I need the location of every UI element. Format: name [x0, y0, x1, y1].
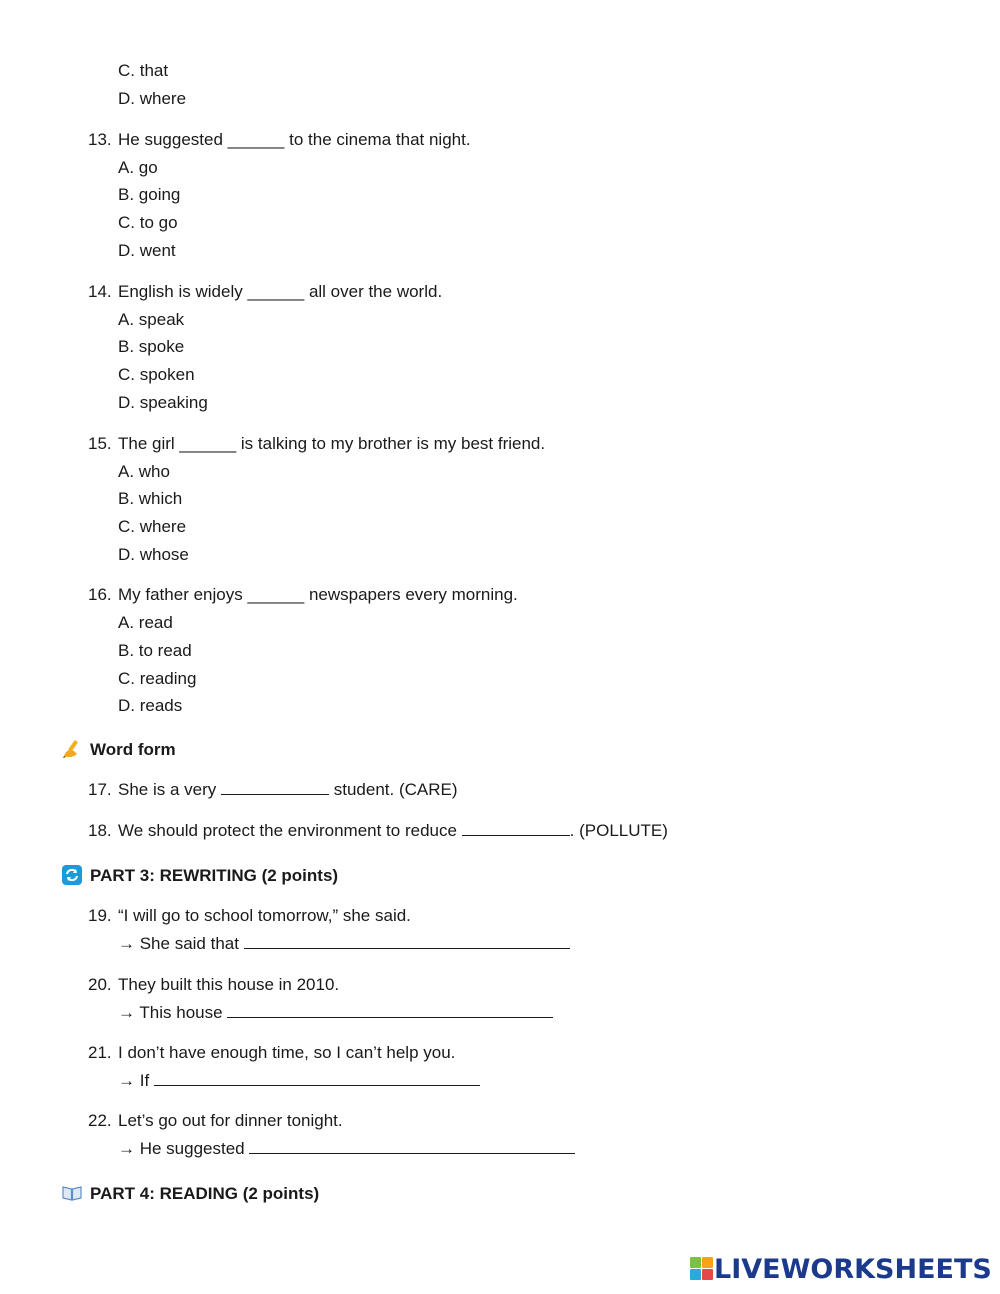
option-item[interactable]: C. reading — [118, 669, 197, 688]
question-text — [118, 585, 518, 605]
question-text: Let’s go out for dinner tonight. — [118, 1111, 343, 1130]
option-item[interactable]: A. read — [118, 613, 173, 632]
question-text — [118, 130, 471, 150]
rewrite-prompt-text: → She said that — [118, 934, 239, 953]
part4-heading-text: PART 4: READING (2 points) — [90, 1184, 320, 1203]
answer-blank: ______ — [179, 434, 237, 453]
rewrite-prompt — [118, 1003, 553, 1023]
word-form-heading — [62, 739, 176, 760]
part3-heading-text: PART 3: REWRITING (2 points) — [90, 866, 339, 885]
liveworksheets-logo-text: LIVEWORKSHEETS — [714, 1254, 992, 1285]
rewrite-prompt — [118, 1071, 480, 1091]
option-item[interactable]: D. went — [118, 241, 176, 260]
question-text-before: He suggested — [118, 130, 223, 149]
question-text-before: The girl — [118, 434, 175, 453]
question-text-after: . (POLLUTE) — [569, 821, 668, 840]
question-number: 22. — [88, 1111, 112, 1130]
option-item[interactable]: C. where — [118, 517, 187, 536]
answer-input[interactable] — [221, 780, 329, 795]
question-text-after: all over the world. — [308, 282, 443, 301]
rewrite-prompt-text: → He suggested — [118, 1139, 245, 1158]
word-form-heading-text: Word form — [90, 740, 176, 759]
question-number: 16. — [88, 585, 112, 604]
option-item[interactable]: D. reads — [118, 696, 183, 715]
option-item[interactable]: C. that — [118, 61, 169, 80]
answer-input[interactable] — [244, 934, 570, 949]
question-number: 20. — [88, 975, 112, 994]
option-item[interactable]: B. which — [118, 489, 183, 508]
answer-blank: ______ — [227, 130, 285, 149]
option-item[interactable]: A. go — [118, 158, 158, 177]
answer-input[interactable] — [249, 1139, 575, 1154]
rewrite-prompt-text: → If — [118, 1071, 150, 1090]
question-text-before: English is widely — [118, 282, 243, 301]
question-text: I don’t have enough time, so I can’t help you. — [118, 1043, 456, 1062]
question-text — [118, 282, 442, 302]
option-item[interactable]: B. going — [118, 185, 181, 204]
question-number: 19. — [88, 906, 112, 925]
question-number: 17. — [88, 780, 112, 799]
liveworksheets-logo-icon — [690, 1257, 714, 1281]
rewrite-prompt — [118, 934, 570, 954]
question-text-after: student. (CARE) — [333, 780, 458, 799]
rewrite-prompt — [118, 1139, 575, 1159]
answer-input[interactable] — [227, 1003, 553, 1018]
option-item[interactable]: B. to read — [118, 641, 192, 660]
question-number: 14. — [88, 282, 112, 301]
option-item[interactable]: A. speak — [118, 310, 185, 329]
option-item[interactable]: D. where — [118, 89, 187, 108]
rewrite-prompt-text: → This house — [118, 1003, 223, 1022]
question-number: 13. — [88, 130, 112, 149]
answer-input[interactable] — [154, 1071, 480, 1086]
option-item[interactable]: D. speaking — [118, 393, 208, 412]
answer-input[interactable] — [462, 821, 570, 836]
question-text-before: My father enjoys — [118, 585, 243, 604]
question-text-after: newspapers every morning. — [308, 585, 518, 604]
part4-heading — [62, 1183, 319, 1204]
question-text: “I will go to school tomorrow,” she said. — [118, 906, 411, 925]
question-number: 21. — [88, 1043, 112, 1062]
answer-blank: ______ — [247, 585, 305, 604]
option-item[interactable]: A. who — [118, 462, 170, 481]
question-text-after: is talking to my brother is my best friend. — [240, 434, 546, 453]
option-item[interactable]: B. spoke — [118, 337, 185, 356]
question-number: 15. — [88, 434, 112, 453]
question-number: 18. — [88, 821, 112, 840]
question-text — [118, 780, 458, 800]
open-book-icon — [62, 1183, 82, 1203]
question-text-before: We should protect the environment to reduce — [118, 821, 457, 840]
question-text — [118, 434, 545, 454]
question-text-before: She is a very — [118, 780, 217, 799]
question-text-after: to the cinema that night. — [289, 130, 471, 149]
question-text: They built this house in 2010. — [118, 975, 340, 994]
repeat-icon — [62, 865, 82, 885]
question-text — [118, 821, 668, 841]
part3-heading — [62, 865, 338, 886]
writing-hand-icon — [62, 739, 82, 759]
option-item[interactable]: C. to go — [118, 213, 178, 232]
option-item[interactable]: D. whose — [118, 545, 189, 564]
option-item[interactable]: C. spoken — [118, 365, 195, 384]
answer-blank: ______ — [247, 282, 305, 301]
liveworksheets-logo[interactable] — [690, 1254, 992, 1284]
